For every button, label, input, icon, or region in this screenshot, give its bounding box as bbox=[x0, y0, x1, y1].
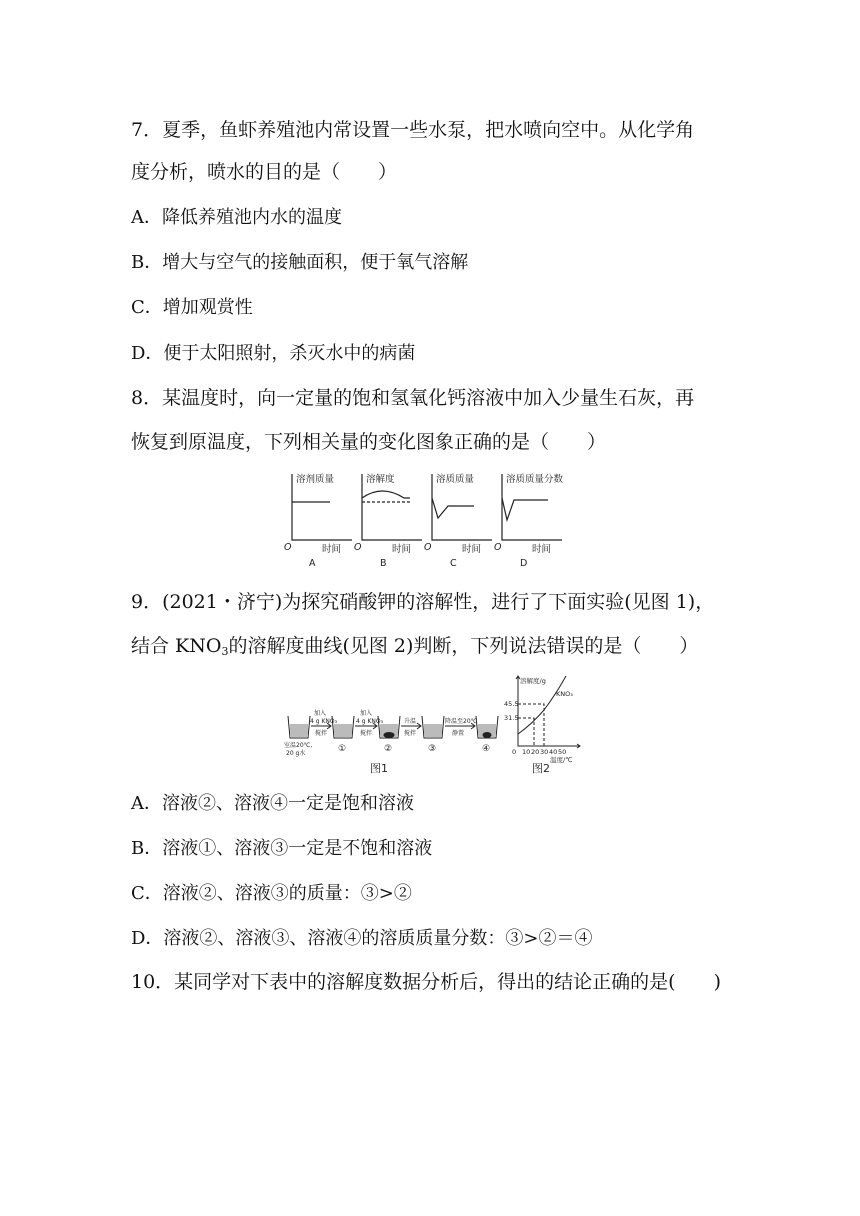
graph-d-xlabel: 时间 bbox=[532, 544, 552, 555]
fig2-xlabel: 温度/℃ bbox=[550, 756, 573, 764]
q10-stem-line1: 10．某同学对下表中的溶解度数据分析后，得出的结论正确的是( ) bbox=[131, 971, 722, 993]
result-2: ② bbox=[384, 744, 393, 754]
graph-b-label: B bbox=[380, 558, 387, 569]
q9-option-c: C．溶液②、溶液③的质量：③>② bbox=[131, 883, 412, 904]
figure-1-caption: 图1 bbox=[370, 762, 388, 775]
graph-b-curve bbox=[362, 491, 410, 498]
graph-c-ylabel: 溶质质量 bbox=[436, 474, 475, 485]
graph-d-ylabel: 溶质质量分数 bbox=[506, 474, 564, 485]
q9-figure-2 bbox=[500, 670, 590, 778]
step-4-top1: 降温至20℃ bbox=[445, 718, 478, 725]
q8-graphs-figure bbox=[282, 468, 568, 572]
q9-option-b: B．溶液①、溶液③一定是不饱和溶液 bbox=[131, 838, 433, 859]
q9-stem-line2: 结合 $KNO_3$的溶解度曲线(见图 2)判断，下列说法错误的是（ ） bbox=[131, 635, 699, 658]
beaker-3 bbox=[422, 716, 444, 738]
step-3-bottom: 搅拌 bbox=[404, 730, 417, 737]
beaker-4 bbox=[476, 716, 498, 738]
start-label-2: 20 g水 bbox=[286, 750, 306, 757]
fig2-xtick-10: 10 bbox=[522, 748, 531, 756]
figure-2-caption: 图2 bbox=[532, 762, 550, 775]
q7-stem-line2: 度分析，喷水的目的是（ ） bbox=[131, 161, 398, 183]
fig2-ylabel: 溶解度/g bbox=[520, 677, 546, 685]
step-3-top1: 升温 bbox=[404, 718, 417, 725]
q9-option-a: A．溶液②、溶液④一定是饱和溶液 bbox=[131, 793, 414, 814]
q9-option-d: D．溶液②、溶液③、溶液④的溶质质量分数：③>②＝④ bbox=[131, 928, 593, 949]
graph-b-xlabel: 时间 bbox=[392, 544, 412, 555]
graph-b-origin: O bbox=[354, 542, 362, 553]
graph-d-curve bbox=[502, 498, 548, 520]
step-1-top2: 4 g KNO₃ bbox=[310, 718, 337, 725]
graph-a-origin: O bbox=[284, 542, 292, 553]
step-2-top2: 4 g KNO₃ bbox=[356, 718, 383, 725]
graph-a-xlabel: 时间 bbox=[322, 544, 342, 555]
beaker-start bbox=[288, 716, 310, 738]
fig2-curve-label: KNO₃ bbox=[556, 690, 573, 698]
result-3: ③ bbox=[428, 744, 437, 754]
q7-option-a: A．降低养殖池内水的温度 bbox=[131, 207, 342, 228]
graph-d-label: D bbox=[520, 558, 528, 569]
q7-option-c: C．增加观赏性 bbox=[131, 297, 253, 318]
q8-stem-line1: 8．某温度时，向一定量的饱和氢氧化钙溶液中加入少量生石灰，再 bbox=[131, 387, 695, 409]
graph-a-label: A bbox=[309, 558, 316, 569]
result-1: ① bbox=[338, 744, 347, 754]
graph-c-label: C bbox=[450, 558, 457, 569]
q7-option-b: B．增大与空气的接触面积，便于氧气溶解 bbox=[131, 252, 469, 273]
fig2-xtick-50: 50 bbox=[558, 748, 567, 756]
fig2-xtick-40: 40 bbox=[549, 748, 558, 756]
start-label-1: 室温20℃, bbox=[284, 742, 313, 749]
fig2-guide-45 bbox=[518, 704, 544, 746]
step-2-bottom: 搅拌 bbox=[360, 730, 373, 737]
graph-c-curve bbox=[432, 498, 474, 518]
fig2-origin: 0 bbox=[512, 748, 517, 756]
step-2-top1: 加入 bbox=[360, 710, 373, 717]
graph-a-ylabel: 溶剂质量 bbox=[296, 474, 335, 485]
graph-c-origin: O bbox=[424, 542, 432, 553]
q9-stem-line1: 9．(2021・济宁)为探究硝酸钾的溶解性，进行了下面实验(见图 1)， bbox=[131, 591, 715, 613]
step-1-bottom: 搅拌 bbox=[315, 730, 328, 737]
fig2-axes bbox=[518, 676, 580, 746]
q9-figure-1 bbox=[282, 704, 504, 778]
fig2-ytick-45: 45.5 bbox=[504, 700, 519, 708]
q7-option-d: D．便于太阳照射，杀灭水中的病菌 bbox=[131, 343, 416, 364]
step-4-bottom: 静置 bbox=[452, 730, 465, 737]
fig2-xtick-20: 20 bbox=[531, 748, 540, 756]
step-1-top1: 加入 bbox=[314, 710, 327, 717]
graph-b-ylabel: 溶解度 bbox=[366, 474, 395, 485]
q8-stem-line2: 恢复到原温度，下列相关量的变化图象正确的是（ ） bbox=[131, 431, 607, 453]
q7-stem-line1: 7．夏季，鱼虾养殖池内常设置一些水泵，把水喷向空中。从化学角 bbox=[131, 119, 695, 141]
fig2-ytick-31: 31.5 bbox=[504, 714, 519, 722]
graph-d-origin: O bbox=[494, 542, 502, 553]
graph-c-xlabel: 时间 bbox=[462, 544, 482, 555]
fig2-xtick-30: 30 bbox=[540, 748, 549, 756]
result-4: ④ bbox=[482, 744, 491, 754]
